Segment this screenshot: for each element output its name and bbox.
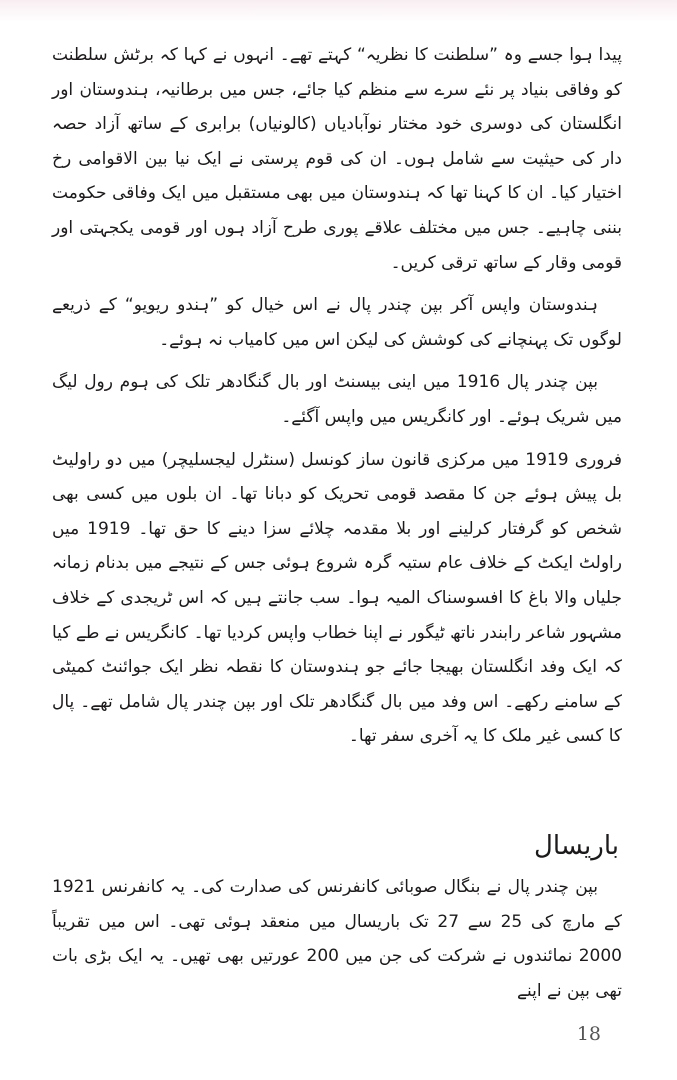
upper-text-block <box>52 38 622 762</box>
lower-text-block <box>52 870 622 1016</box>
paragraph-empire-theory: پیدا ہوا جسے وہ ”سلطنت کا نظریہ“ کہتے تھے۔ انہوں نے کہا کہ برٹش سلطنت کو وفاقی بنیاد پر نئے سرے سے منظم کیا جائے، جس میں برطانیہ، ہندوستان اور انگلستان کی دوسری خود مختار نوآبادیاں (کالونیاں) برابری کے ساتھ آزاد حصہ دار کی حیثیت سے شامل ہوں۔ ان کی قوم پرستی نے ایک نیا بین الاقوامی رخ اختیار کیا۔ ان کا کہنا تھا کہ ہندوستان میں بھی مستقبل میں ایک وفاقی حکومت بننی چاہیے۔ جس میں مختلف علاقے پوری طرح آزاد ہوں اور قومی یکجہتی اور قومی وقار کے ساتھ ترقی کریں۔ <box>52 45 622 273</box>
paragraph-home-rule-league: بپن چندر پال 1916 میں اینی بیسنٹ اور بال گنگادھر تلک کی ہوم رول لیگ میں شریک ہوئے۔ اور کانگریس میں واپس آگئے۔ <box>52 372 622 427</box>
paragraph-rowlatt-bills: فروری 1919 میں مرکزی قانون ساز کونسل (سنٹرل لیجسلیچر) میں دو راولیٹ بل پیش ہوئے جن کا مقصد قومی تحریک کو دبانا تھا۔ ان بلوں میں کسی بھی شخص کو گرفتار کرلینے اور بلا مقدمہ چلائے سزا دینے کا حق تھا۔ 1919 میں راولٹ ایکٹ کے خلاف عام ستیہ گرہ شروع ہوئی جس کے نتیجے میں بدنام زمانہ جلیاں والا باغ کا افسوسناک المیہ ہوا۔ سب جانتے ہیں کہ اس ٹریجدی کے خلاف مشہور شاعر رابندر ناتھ ٹیگور نے اپنا خطاب واپس کردیا تھا۔ کانگریس نے طے کیا کہ ایک وفد انگلستان بھیجا جائے جو ہندوستان کا نقطہ نظر ایک جوائنٹ کمیٹی کے سامنے رکھے۔ اس وفد میں بال گنگادھر تلک اور بپن چندر پال شامل تھے۔ پال کا کسی غیر ملک کا یہ آخری سفر تھا۔ <box>52 449 622 747</box>
paragraph-barisal-conference: بپن چندر پال نے بنگال صوبائی کانفرنس کی صدارت کی۔ یہ کانفرنس 1921 کے مارچ کی 25 سے 27 تک باریسال میں منعقد ہوئی تھی۔ اس میں تقریباً 2000 نمائندوں نے شرکت کی جن میں 200 عورتیں بھی تھیں۔ یہ ایک بڑی بات تھی بپن نے اپنے <box>52 877 623 1001</box>
section-heading-barisal: باریسال <box>534 831 619 861</box>
scan-edge-tint <box>0 0 677 22</box>
paragraph-hindu-review: ہندوستان واپس آکر بپن چندر پال نے اس خیال کو ”ہندو ریویو“ کے ذریعے لوگوں تک پہنچانے کی کوشش کی لیکن اس میں کامیاب نہ ہوئے۔ <box>52 295 622 350</box>
page-number: 18 <box>576 1023 601 1045</box>
